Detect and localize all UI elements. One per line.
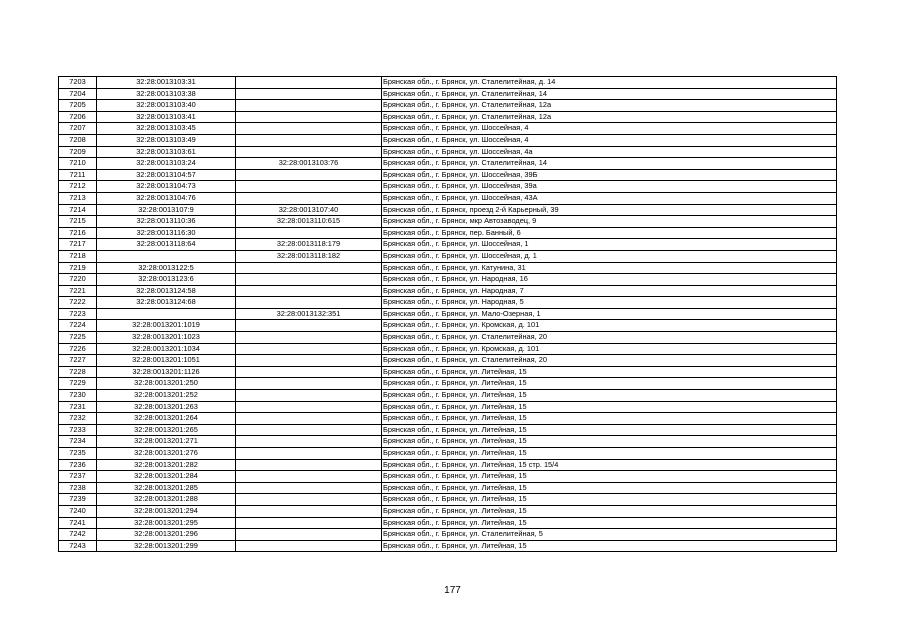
table-row: [59, 505, 837, 517]
cadastral-number-cell: 32:28:0013201:264: [97, 413, 236, 425]
address-cell: Брянская обл., г. Брянск, ул. Шоссейная, 39а: [382, 181, 837, 193]
page-number: 177: [444, 585, 461, 596]
row-number-cell: 7205: [59, 100, 97, 112]
row-number-cell: 7229: [59, 378, 97, 390]
property-table: [58, 76, 837, 552]
cadastral-number-cell: [97, 308, 236, 320]
row-number-cell: 7234: [59, 436, 97, 448]
row-number-cell: 7220: [59, 274, 97, 286]
secondary-cadastral-number-cell: [236, 343, 382, 355]
cadastral-number-cell: 32:28:0013201:296: [97, 529, 236, 541]
secondary-cadastral-number-cell: [236, 401, 382, 413]
row-number-cell: 7213: [59, 192, 97, 204]
secondary-cadastral-number-cell: [236, 436, 382, 448]
table-row: [59, 181, 837, 193]
address-cell: Брянская обл., г. Брянск, ул. Литейная, 15: [382, 390, 837, 402]
cadastral-number-cell: 32:28:0013122:5: [97, 262, 236, 274]
row-number-cell: 7232: [59, 413, 97, 425]
table-row: [59, 413, 837, 425]
address-cell: Брянская обл., г. Брянск, ул. Литейная, 15: [382, 424, 837, 436]
table-row: [59, 239, 837, 251]
row-number-cell: 7243: [59, 540, 97, 552]
address-cell: Брянская обл., г. Брянск, ул. Шоссейная, д. 1: [382, 250, 837, 262]
address-cell: Брянская обл., г. Брянск, ул. Литейная, 15: [382, 517, 837, 529]
cadastral-number-cell: 32:28:0013201:250: [97, 378, 236, 390]
table-row: [59, 540, 837, 552]
cadastral-number-cell: 32:28:0013103:40: [97, 100, 236, 112]
address-cell: Брянская обл., г. Брянск, ул. Сталелитейная, 12а: [382, 111, 837, 123]
table-row: [59, 297, 837, 309]
cadastral-number-cell: 32:28:0013103:45: [97, 123, 236, 135]
row-number-cell: 7206: [59, 111, 97, 123]
table-row: [59, 436, 837, 448]
row-number-cell: 7236: [59, 459, 97, 471]
row-number-cell: 7219: [59, 262, 97, 274]
secondary-cadastral-number-cell: [236, 262, 382, 274]
table-row: [59, 390, 837, 402]
row-number-cell: 7222: [59, 297, 97, 309]
row-number-cell: 7226: [59, 343, 97, 355]
secondary-cadastral-number-cell: 32:28:0013103:76: [236, 158, 382, 170]
cadastral-number-cell: 32:28:0013201:1126: [97, 366, 236, 378]
cadastral-number-cell: 32:28:0013201:271: [97, 436, 236, 448]
cadastral-number-cell: 32:28:0013104:73: [97, 181, 236, 193]
cadastral-number-cell: 32:28:0013201:282: [97, 459, 236, 471]
address-cell: Брянская обл., г. Брянск, ул. Сталелитейная, 20: [382, 332, 837, 344]
address-cell: Брянская обл., г. Брянск, мкр Автозаводец, 9: [382, 216, 837, 228]
table-row: [59, 308, 837, 320]
row-number-cell: 7225: [59, 332, 97, 344]
table-row: [59, 459, 837, 471]
cadastral-number-cell: 32:28:0013103:41: [97, 111, 236, 123]
row-number-cell: 7214: [59, 204, 97, 216]
cadastral-number-cell: 32:28:0013116:30: [97, 227, 236, 239]
row-number-cell: 7211: [59, 169, 97, 181]
secondary-cadastral-number-cell: [236, 169, 382, 181]
cadastral-number-cell: 32:28:0013201:276: [97, 448, 236, 460]
secondary-cadastral-number-cell: [236, 471, 382, 483]
secondary-cadastral-number-cell: [236, 494, 382, 506]
row-number-cell: 7218: [59, 250, 97, 262]
address-cell: Брянская обл., г. Брянск, ул. Литейная, 15: [382, 471, 837, 483]
address-cell: Брянская обл., г. Брянск, ул. Шоссейная, 4: [382, 123, 837, 135]
row-number-cell: 7237: [59, 471, 97, 483]
secondary-cadastral-number-cell: [236, 123, 382, 135]
secondary-cadastral-number-cell: 32:28:0013118:182: [236, 250, 382, 262]
secondary-cadastral-number-cell: [236, 529, 382, 541]
cadastral-number-cell: 32:28:0013201:295: [97, 517, 236, 529]
secondary-cadastral-number-cell: [236, 134, 382, 146]
secondary-cadastral-number-cell: 32:28:0013132:351: [236, 308, 382, 320]
row-number-cell: 7228: [59, 366, 97, 378]
cadastral-number-cell: 32:28:0013103:24: [97, 158, 236, 170]
table-row: [59, 158, 837, 170]
table-row: [59, 529, 837, 541]
row-number-cell: 7203: [59, 77, 97, 89]
row-number-cell: 7230: [59, 390, 97, 402]
row-number-cell: 7204: [59, 88, 97, 100]
secondary-cadastral-number-cell: [236, 192, 382, 204]
secondary-cadastral-number-cell: 32:28:0013110:615: [236, 216, 382, 228]
secondary-cadastral-number-cell: [236, 320, 382, 332]
table-row: [59, 100, 837, 112]
address-cell: Брянская обл., г. Брянск, ул. Народная, 5: [382, 297, 837, 309]
address-cell: Брянская обл., г. Брянск, ул. Шоссейная, 4а: [382, 146, 837, 158]
row-number-cell: 7238: [59, 482, 97, 494]
address-cell: Брянская обл., г. Брянск, ул. Литейная, 15: [382, 448, 837, 460]
address-cell: Брянская обл., г. Брянск, ул. Катунина, 31: [382, 262, 837, 274]
cadastral-number-cell: 32:28:0013103:31: [97, 77, 236, 89]
cadastral-number-cell: 32:28:0013201:1034: [97, 343, 236, 355]
secondary-cadastral-number-cell: [236, 77, 382, 89]
secondary-cadastral-number-cell: [236, 424, 382, 436]
secondary-cadastral-number-cell: [236, 88, 382, 100]
address-cell: Брянская обл., г. Брянск, ул. Сталелитейная, 20: [382, 355, 837, 367]
address-cell: Брянская обл., г. Брянск, ул. Мало-Озерная, 1: [382, 308, 837, 320]
cadastral-number-cell: 32:28:0013104:57: [97, 169, 236, 181]
address-cell: Брянская обл., г. Брянск, ул. Шоссейная, 1: [382, 239, 837, 251]
table-row: [59, 285, 837, 297]
address-cell: Брянская обл., г. Брянск, ул. Шоссейная, 43А: [382, 192, 837, 204]
table-row: [59, 250, 837, 262]
row-number-cell: 7241: [59, 517, 97, 529]
table-row: [59, 123, 837, 135]
cadastral-number-cell: 32:28:0013201:299: [97, 540, 236, 552]
table-row: [59, 366, 837, 378]
address-cell: Брянская обл., г. Брянск, проезд 2-й Карьерный, 39: [382, 204, 837, 216]
secondary-cadastral-number-cell: [236, 482, 382, 494]
secondary-cadastral-number-cell: [236, 285, 382, 297]
table-row: [59, 77, 837, 89]
address-cell: Брянская обл., г. Брянск, ул. Сталелитейная, 5: [382, 529, 837, 541]
address-cell: Брянская обл., г. Брянск, ул. Литейная, 15: [382, 436, 837, 448]
row-number-cell: 7207: [59, 123, 97, 135]
cadastral-number-cell: 32:28:0013103:38: [97, 88, 236, 100]
secondary-cadastral-number-cell: [236, 181, 382, 193]
row-number-cell: 7224: [59, 320, 97, 332]
address-cell: Брянская обл., г. Брянск, ул. Литейная, 15: [382, 540, 837, 552]
address-cell: Брянская обл., г. Брянск, ул. Народная, 7: [382, 285, 837, 297]
secondary-cadastral-number-cell: [236, 366, 382, 378]
cadastral-number-cell: 32:28:0013201:1023: [97, 332, 236, 344]
cadastral-number-cell: 32:28:0013201:263: [97, 401, 236, 413]
row-number-cell: 7208: [59, 134, 97, 146]
table-row: [59, 343, 837, 355]
secondary-cadastral-number-cell: 32:28:0013118:179: [236, 239, 382, 251]
cadastral-number-cell: 32:28:0013107:9: [97, 204, 236, 216]
secondary-cadastral-number-cell: [236, 227, 382, 239]
table-row: [59, 494, 837, 506]
table-row: [59, 262, 837, 274]
address-cell: Брянская обл., г. Брянск, ул. Литейная, 15: [382, 482, 837, 494]
row-number-cell: 7223: [59, 308, 97, 320]
address-cell: Брянская обл., г. Брянск, ул. Сталелитейная, 14: [382, 88, 837, 100]
address-cell: Брянская обл., г. Брянск, ул. Сталелитейная, 14: [382, 158, 837, 170]
secondary-cadastral-number-cell: [236, 297, 382, 309]
secondary-cadastral-number-cell: [236, 540, 382, 552]
table-row: [59, 146, 837, 158]
secondary-cadastral-number-cell: [236, 146, 382, 158]
secondary-cadastral-number-cell: [236, 505, 382, 517]
address-cell: Брянская обл., г. Брянск, ул. Литейная, 15: [382, 366, 837, 378]
cadastral-number-cell: 32:28:0013201:1019: [97, 320, 236, 332]
row-number-cell: 7212: [59, 181, 97, 193]
table-row: [59, 88, 837, 100]
row-number-cell: 7221: [59, 285, 97, 297]
address-cell: Брянская обл., г. Брянск, ул. Кромская, д. 101: [382, 343, 837, 355]
cadastral-number-cell: [97, 250, 236, 262]
cadastral-number-cell: 32:28:0013201:284: [97, 471, 236, 483]
table-row: [59, 111, 837, 123]
table-row: [59, 332, 837, 344]
address-cell: Брянская обл., г. Брянск, ул. Литейная, 15: [382, 378, 837, 390]
address-cell: Брянская обл., г. Брянск, ул. Литейная, 15: [382, 505, 837, 517]
row-number-cell: 7235: [59, 448, 97, 460]
secondary-cadastral-number-cell: [236, 355, 382, 367]
table-row: [59, 274, 837, 286]
secondary-cadastral-number-cell: [236, 448, 382, 460]
address-cell: Брянская обл., г. Брянск, ул. Литейная, 15 стр. 15/4: [382, 459, 837, 471]
table-body: [59, 77, 837, 552]
table-row: [59, 424, 837, 436]
row-number-cell: 7239: [59, 494, 97, 506]
row-number-cell: 7227: [59, 355, 97, 367]
address-cell: Брянская обл., г. Брянск, ул. Литейная, 15: [382, 401, 837, 413]
cadastral-number-cell: 32:28:0013123:6: [97, 274, 236, 286]
address-cell: Брянская обл., г. Брянск, ул. Народная, 16: [382, 274, 837, 286]
cadastral-number-cell: 32:28:0013201:265: [97, 424, 236, 436]
address-cell: Брянская обл., г. Брянск, ул. Сталелитейная, д. 14: [382, 77, 837, 89]
cadastral-number-cell: 32:28:0013201:288: [97, 494, 236, 506]
table-row: [59, 169, 837, 181]
address-cell: Брянская обл., г. Брянск, ул. Литейная, 15: [382, 413, 837, 425]
table-row: [59, 517, 837, 529]
table-row: [59, 355, 837, 367]
secondary-cadastral-number-cell: [236, 517, 382, 529]
address-cell: Брянская обл., г. Брянск, пер. Банный, 6: [382, 227, 837, 239]
table-row: [59, 378, 837, 390]
row-number-cell: 7210: [59, 158, 97, 170]
table-row: [59, 192, 837, 204]
secondary-cadastral-number-cell: [236, 390, 382, 402]
cadastral-number-cell: 32:28:0013124:68: [97, 297, 236, 309]
secondary-cadastral-number-cell: [236, 111, 382, 123]
secondary-cadastral-number-cell: 32:28:0013107:40: [236, 204, 382, 216]
table-row: [59, 320, 837, 332]
table-row: [59, 482, 837, 494]
cadastral-number-cell: 32:28:0013201:294: [97, 505, 236, 517]
row-number-cell: 7242: [59, 529, 97, 541]
cadastral-number-cell: 32:28:0013201:285: [97, 482, 236, 494]
row-number-cell: 7240: [59, 505, 97, 517]
cadastral-number-cell: 32:28:0013110:36: [97, 216, 236, 228]
address-cell: Брянская обл., г. Брянск, ул. Сталелитейная, 12а: [382, 100, 837, 112]
address-cell: Брянская обл., г. Брянск, ул. Шоссейная, 4: [382, 134, 837, 146]
cadastral-number-cell: 32:28:0013104:76: [97, 192, 236, 204]
row-number-cell: 7216: [59, 227, 97, 239]
cadastral-number-cell: 32:28:0013201:1051: [97, 355, 236, 367]
table-row: [59, 227, 837, 239]
secondary-cadastral-number-cell: [236, 100, 382, 112]
cadastral-number-cell: 32:28:0013103:49: [97, 134, 236, 146]
table-row: [59, 401, 837, 413]
row-number-cell: 7217: [59, 239, 97, 251]
table-row: [59, 204, 837, 216]
address-cell: Брянская обл., г. Брянск, ул. Кромская, д. 101: [382, 320, 837, 332]
table-row: [59, 471, 837, 483]
row-number-cell: 7209: [59, 146, 97, 158]
address-cell: Брянская обл., г. Брянск, ул. Шоссейная, 39Б: [382, 169, 837, 181]
row-number-cell: 7231: [59, 401, 97, 413]
secondary-cadastral-number-cell: [236, 413, 382, 425]
row-number-cell: 7233: [59, 424, 97, 436]
cadastral-number-cell: 32:28:0013124:58: [97, 285, 236, 297]
table-row: [59, 448, 837, 460]
table-row: [59, 216, 837, 228]
secondary-cadastral-number-cell: [236, 274, 382, 286]
address-cell: Брянская обл., г. Брянск, ул. Литейная, 15: [382, 494, 837, 506]
cadastral-number-cell: 32:28:0013103:61: [97, 146, 236, 158]
secondary-cadastral-number-cell: [236, 332, 382, 344]
cadastral-number-cell: 32:28:0013118:64: [97, 239, 236, 251]
row-number-cell: 7215: [59, 216, 97, 228]
cadastral-number-cell: 32:28:0013201:252: [97, 390, 236, 402]
secondary-cadastral-number-cell: [236, 459, 382, 471]
table-row: [59, 134, 837, 146]
secondary-cadastral-number-cell: [236, 378, 382, 390]
